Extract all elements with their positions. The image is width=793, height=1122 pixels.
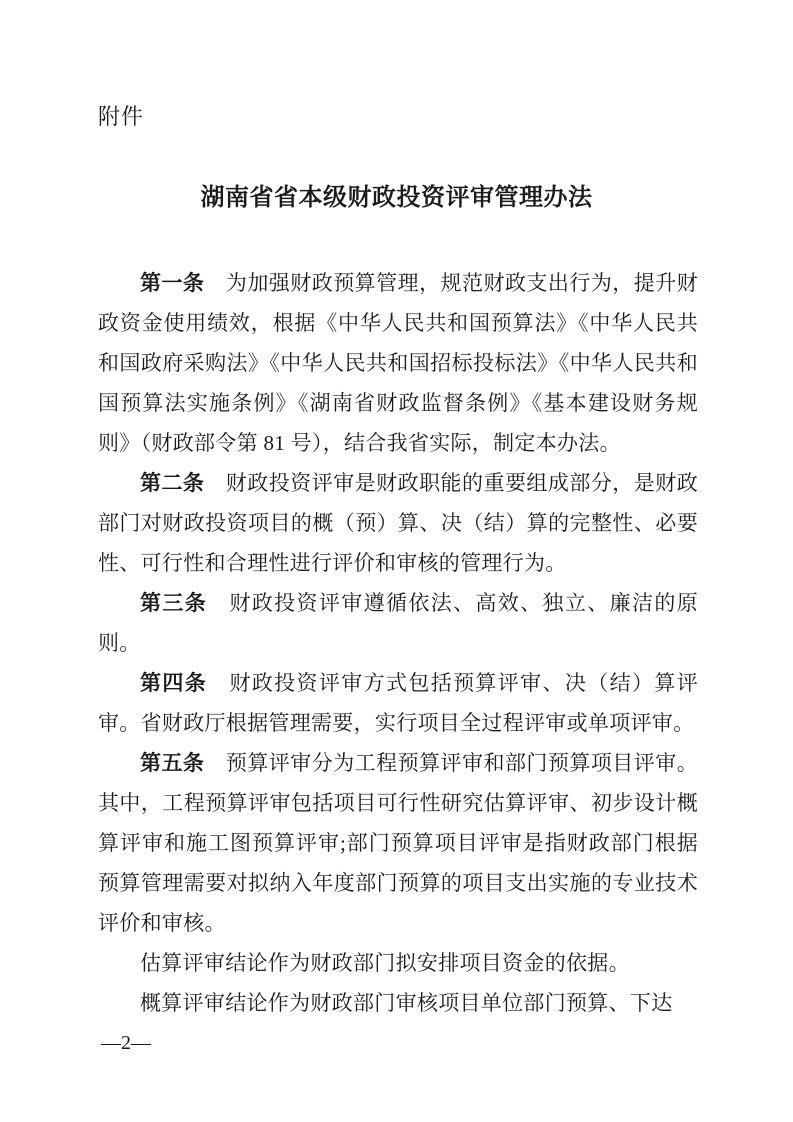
paragraph: 估算评审结论作为财政部门拟安排项目资金的依据。	[140, 951, 630, 975]
paragraph: 第四条 财政投资评审方式包括预算评审、决（结）算评审。省财政厅根据管理需要，实行项目全过程评审或单项评审。	[98, 671, 698, 735]
document-body	[98, 263, 698, 1023]
clause-label: 第三条	[140, 591, 208, 615]
clause-label: 第二条	[140, 471, 205, 495]
page-title: 湖南省省本级财政投资评审管理办法	[200, 185, 593, 211]
paragraph: 第五条 预算评审分为工程预算评审和部门预算项目评审。其中，工程预算评审包括项目可行性研究估算评审、初步设计概算评审和施工图预算评审;部门预算项目评审是指财政部门根据预算管理需要对拟纳入年度部门预算的项目支出实施的专业技术评价和审核。	[98, 751, 698, 935]
paragraph: 第一条 为加强财政预算管理，规范财政支出行为，提升财政资金使用绩效，根据《中华人民共和国预算法》《中华人民共和国政府采购法》《中华人民共和国招标投标法》《中华人民共和国预算法实施条例》《湖南省财政监督条例》《基本建设财务规则》（财政部令第 81 号），结合我省实际，制定本办法。	[98, 271, 698, 455]
attachment-label: 附件	[98, 104, 145, 129]
clause-label: 第五条	[140, 751, 205, 775]
page-number: —2—	[101, 1032, 151, 1054]
clause-label: 第四条	[140, 671, 208, 695]
paragraph: 第三条 财政投资评审遵循依法、高效、独立、廉洁的原则。	[98, 591, 698, 655]
paragraph: 第二条 财政投资评审是财政职能的重要组成部分，是财政部门对财政投资项目的概（预）算、决（结）算的完整性、必要性、可行性和合理性进行评价和审核的管理行为。	[98, 471, 698, 575]
paragraph: 概算评审结论作为财政部门审核项目单位部门预算、下达	[140, 991, 673, 1015]
clause-label: 第一条	[140, 271, 205, 295]
